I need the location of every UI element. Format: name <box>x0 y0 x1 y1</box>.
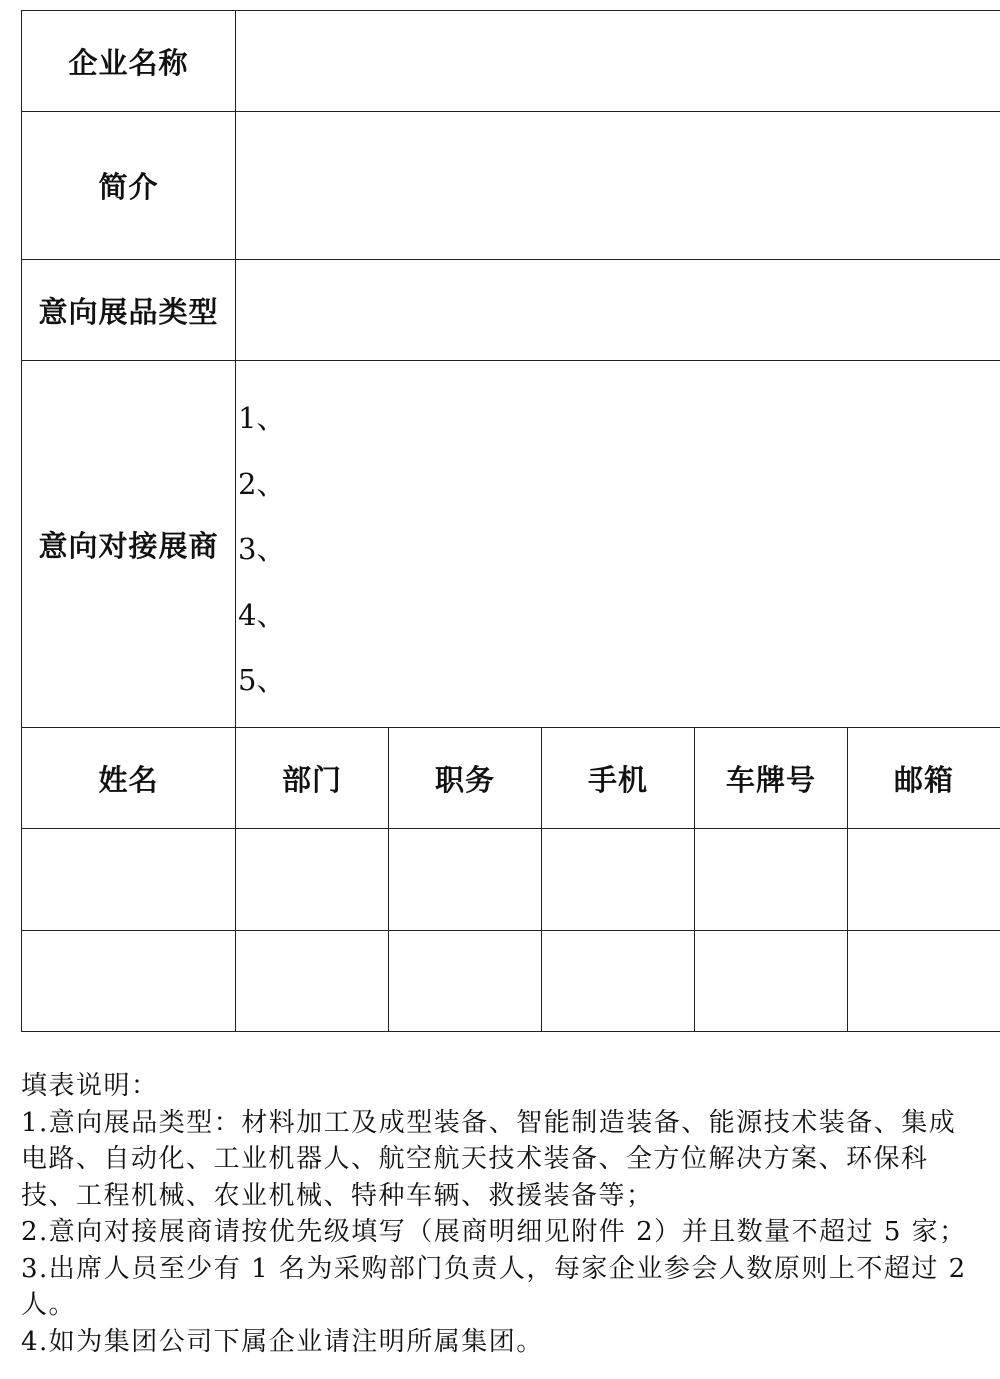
instruction-line: 2.意向对接展商请按优先级填写（展商明细见附件 2）并且数量不超过 5 家； <box>21 1217 967 1247</box>
attendee-row <box>22 829 1000 931</box>
attendee-name-cell[interactable] <box>22 829 236 931</box>
instruction-line: 人。 <box>21 1290 77 1320</box>
column-header-email: 邮箱 <box>848 728 1000 829</box>
attendee-email-cell[interactable] <box>848 829 1000 931</box>
exhibitor-item-1[interactable]: 1、 <box>238 401 286 435</box>
column-header-position: 职务 <box>389 728 542 829</box>
attendee-mobile-cell[interactable] <box>542 931 695 1032</box>
attendee-position-cell[interactable] <box>389 829 542 931</box>
company-name-row <box>22 11 1000 112</box>
attendee-plate-cell[interactable] <box>695 931 848 1032</box>
company-name-field[interactable] <box>236 11 1000 112</box>
instruction-line: 技、工程机械、农业机械、特种车辆、救援装备等； <box>21 1180 654 1211</box>
instruction-line: 3.出席人员至少有 1 名为采购部门负责人，每家企业参会人数原则上不超过 2 <box>21 1253 967 1284</box>
attendee-email-cell[interactable] <box>848 931 1000 1032</box>
product-type-row <box>22 260 1000 361</box>
attendee-name-cell[interactable] <box>22 931 236 1032</box>
exhibitor-item-5[interactable]: 5、 <box>238 663 286 697</box>
attendee-position-cell[interactable] <box>389 931 542 1032</box>
intro-field[interactable] <box>236 112 1000 260</box>
column-header-name: 姓名 <box>22 728 236 829</box>
registration-form-table <box>21 10 1000 1032</box>
exhibitor-field[interactable] <box>236 361 1000 728</box>
product-type-label: 意向展品类型 <box>22 260 236 361</box>
exhibitor-priority-list <box>236 377 1000 711</box>
intro-row <box>22 112 1000 260</box>
exhibitor-label: 意向对接展商 <box>22 361 236 728</box>
attendee-row <box>22 931 1000 1032</box>
exhibitor-item-4[interactable]: 4、 <box>238 597 286 632</box>
exhibitor-item-2[interactable]: 2、 <box>238 466 286 501</box>
attendee-header-row <box>22 728 1000 829</box>
instructions-title: 填表说明： <box>21 1071 159 1101</box>
exhibitor-row <box>22 361 1000 728</box>
column-header-department: 部门 <box>236 728 389 829</box>
attendee-mobile-cell[interactable] <box>542 829 695 931</box>
intro-label: 简介 <box>22 112 236 260</box>
attendee-plate-cell[interactable] <box>695 829 848 931</box>
column-header-plate-number: 车牌号 <box>695 728 848 829</box>
instruction-line: 电路、自动化、工业机器人、航空航天技术装备、全方位解决方案、环保科 <box>21 1144 929 1174</box>
attendee-department-cell[interactable] <box>236 829 389 931</box>
instruction-line: 4.如为集团公司下属企业请注明所属集团。 <box>21 1326 544 1357</box>
column-header-mobile: 手机 <box>542 728 695 829</box>
exhibitor-item-3[interactable]: 3、 <box>238 532 286 566</box>
product-type-field[interactable] <box>236 260 1000 361</box>
filling-instructions <box>21 1068 981 1360</box>
instruction-line: 1.意向展品类型：材料加工及成型装备、智能制造装备、能源技术装备、集成 <box>21 1107 957 1138</box>
attendee-department-cell[interactable] <box>236 931 389 1032</box>
company-name-label: 企业名称 <box>22 11 236 112</box>
